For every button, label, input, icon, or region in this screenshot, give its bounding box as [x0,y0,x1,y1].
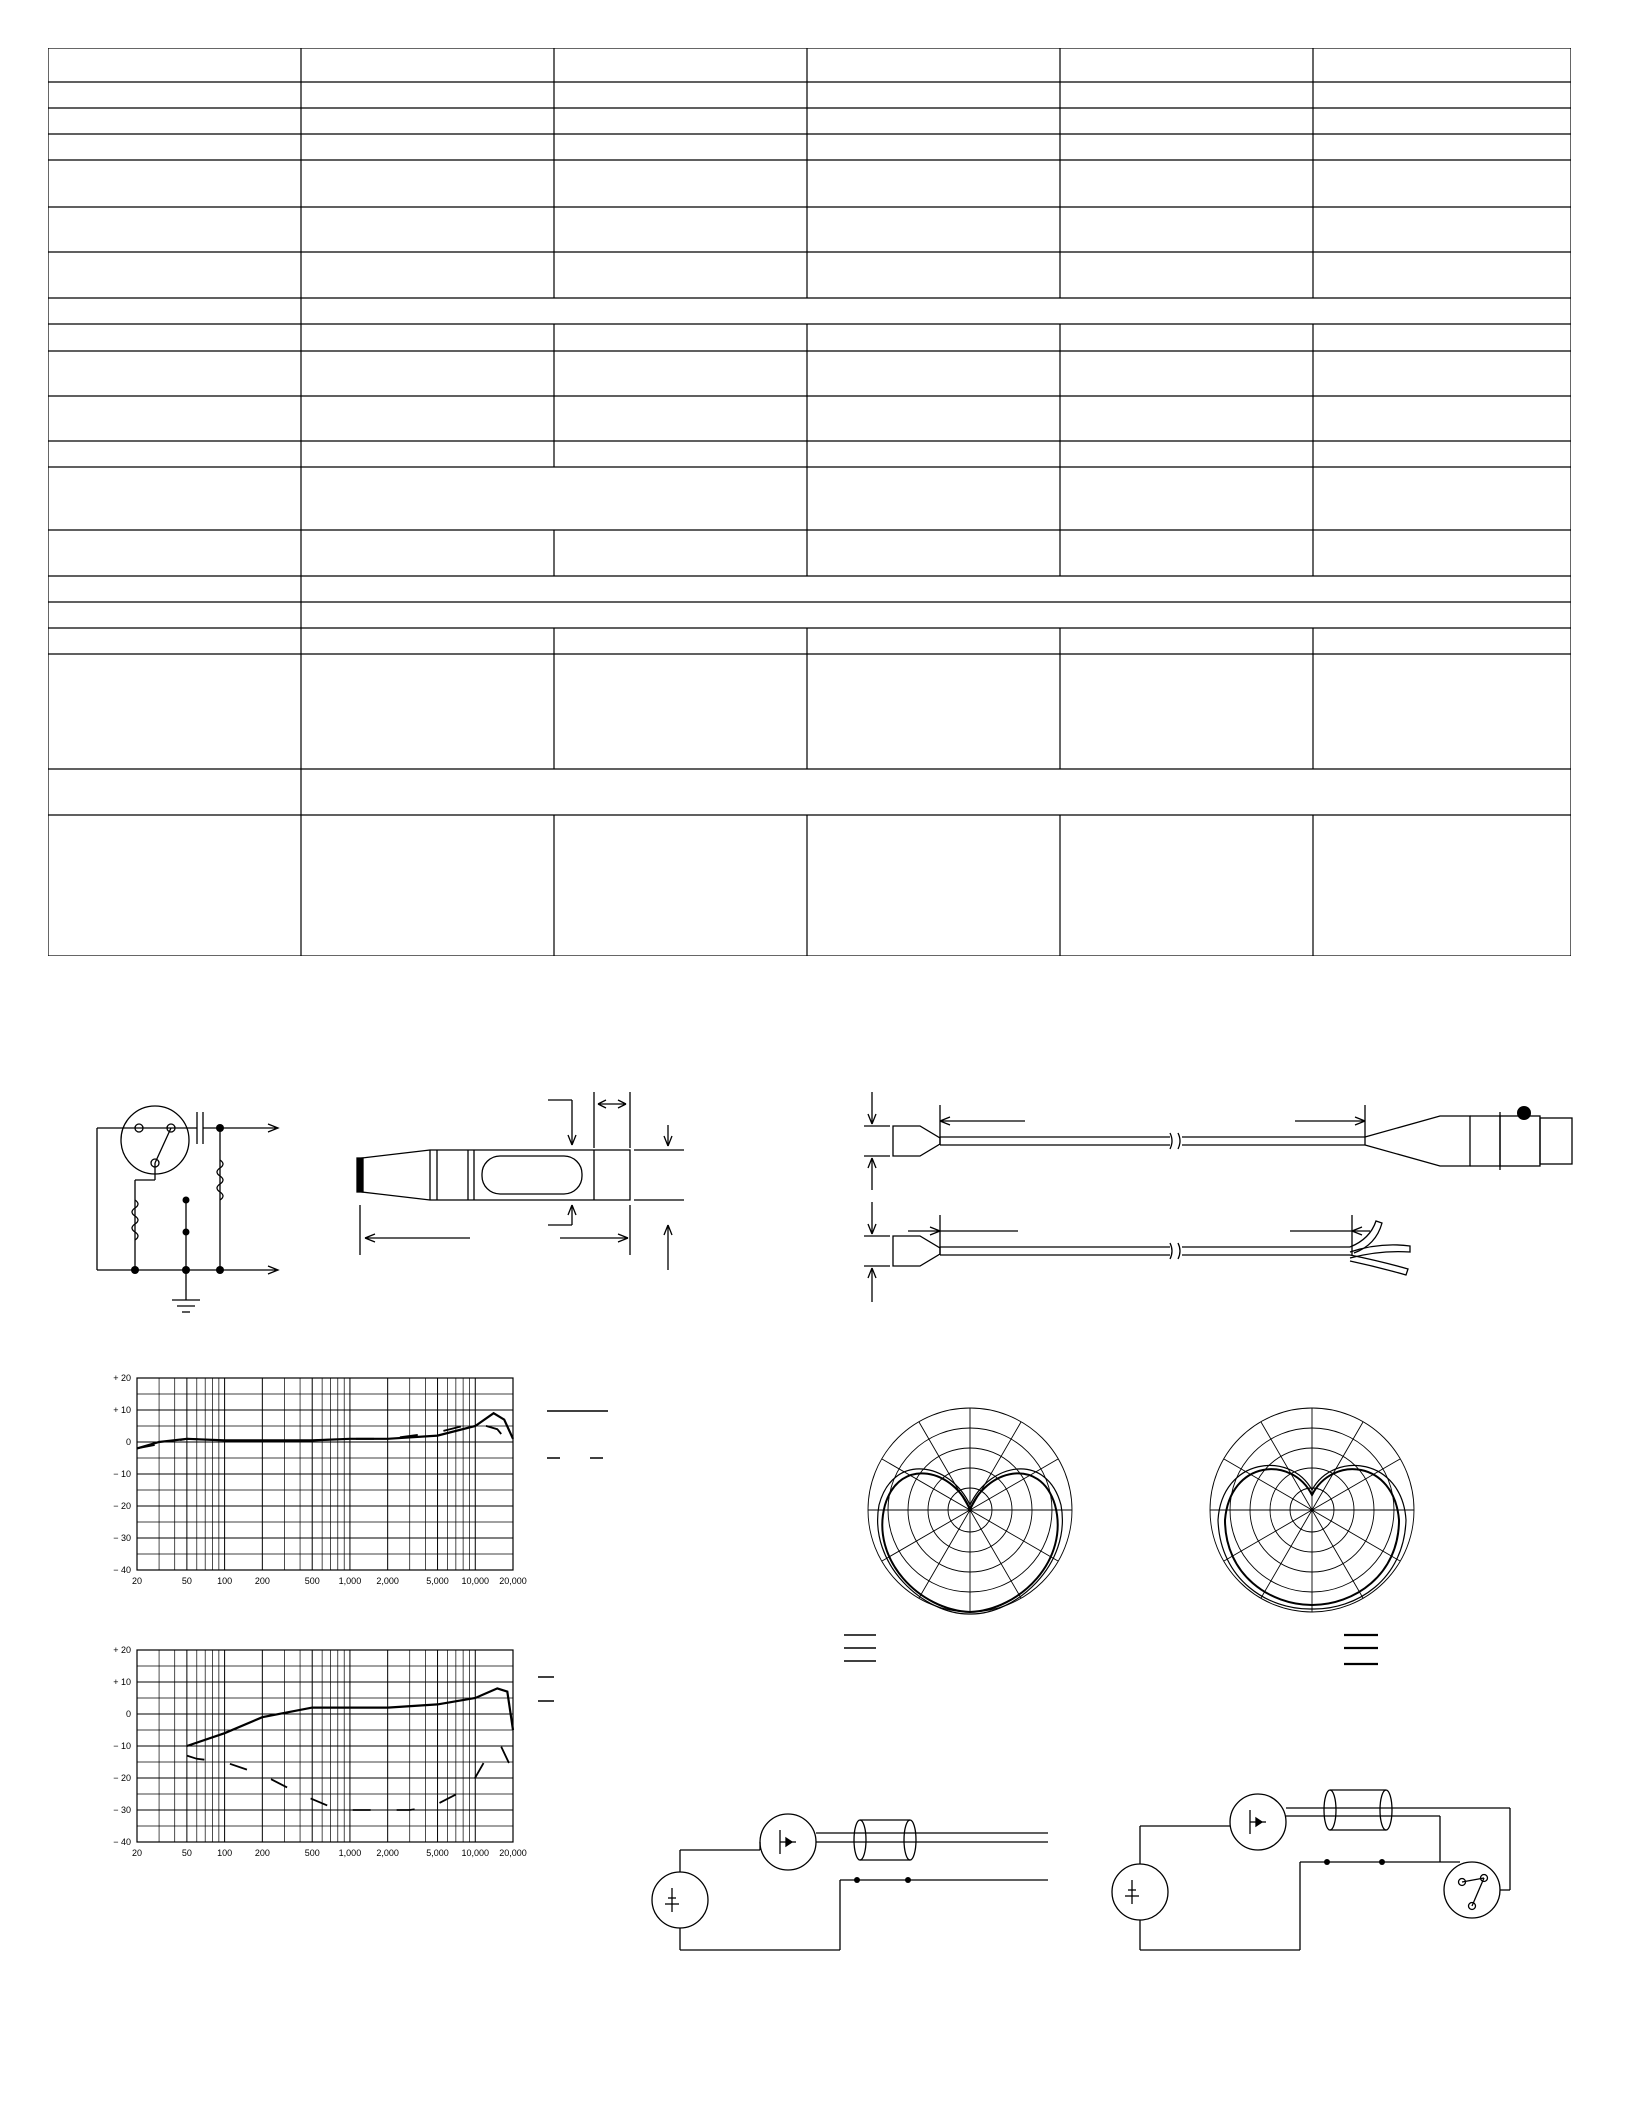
polar-pattern-1 [868,1408,1072,1614]
x-tick-label: 100 [217,1848,233,1858]
polar-pattern-2-legend [1344,1635,1378,1664]
y-tick-label: − 40 [113,1565,131,1575]
x-tick-label: 500 [304,1848,320,1858]
fr2-legend [538,1677,554,1701]
series-line-2 [137,1423,513,1449]
polar-pattern-1-legend [844,1635,876,1661]
capsule-dimension-drawing [357,1092,684,1270]
x-tick-label: 50 [181,1848,192,1858]
x-tick-label: 200 [254,1576,270,1586]
circuit-diagram-1 [652,1814,1048,1950]
x-tick-label: 1,000 [338,1848,362,1858]
x-tick-label: 1,000 [338,1576,362,1586]
x-tick-label: 50 [181,1576,192,1586]
y-tick-label: − 40 [113,1837,131,1847]
x-tick-label: 10,000 [461,1576,490,1586]
y-tick-label: − 20 [113,1501,131,1511]
x-tick-label: 20,000 [499,1576,527,1586]
cable-drawing-pigtail [864,1202,1410,1302]
y-tick-label: − 10 [113,1469,131,1479]
series-line-1 [137,1413,513,1448]
x-tick-label: 100 [217,1576,233,1586]
polar-pattern-2 [1210,1408,1414,1612]
frequency-response-chart-1 [113,1373,527,1586]
y-tick-label: − 20 [113,1773,131,1783]
x-tick-label: 20 [131,1848,143,1858]
y-tick-label: − 30 [113,1533,131,1543]
x-tick-label: 2,000 [376,1576,399,1586]
y-tick-label: + 10 [113,1677,131,1687]
x-tick-label: 200 [254,1848,270,1858]
y-tick-label: − 30 [113,1805,131,1815]
y-tick-label: 0 [125,1709,131,1719]
x-tick-label: 20 [131,1576,143,1586]
x-tick-label: 2,000 [376,1848,399,1858]
y-tick-label: + 10 [113,1405,131,1415]
cable-drawing-connector [864,1092,1572,1190]
x-tick-label: 500 [304,1576,320,1586]
x-tick-label: 10,000 [461,1848,490,1858]
x-tick-label: 5,000 [426,1576,449,1586]
y-tick-label: − 10 [113,1741,131,1751]
x-tick-label: 20,000 [499,1848,527,1858]
fr1-legend [547,1411,608,1458]
circuit-diagram-2 [1112,1790,1510,1950]
y-tick-label: + 20 [113,1645,131,1655]
wiring-schematic [97,1106,278,1312]
y-tick-label: 0 [125,1437,131,1447]
x-tick-label: 5,000 [426,1848,449,1858]
frequency-response-chart-2 [113,1645,527,1858]
y-tick-label: + 20 [113,1373,131,1383]
